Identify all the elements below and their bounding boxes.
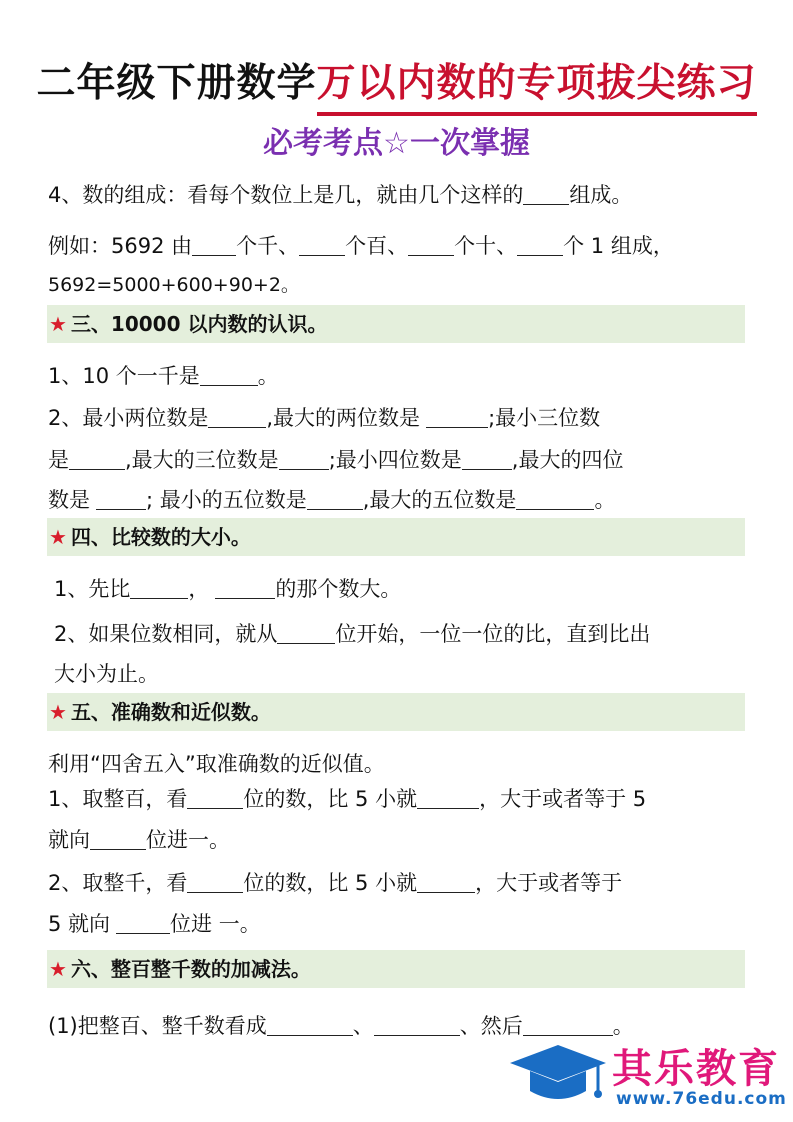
answer-blank: [517, 234, 563, 256]
section-header-6: ★ 六、整百整千数的加减法。: [47, 950, 745, 988]
answer-blank: [192, 234, 236, 256]
s5-intro: 利用“四舍五入”取准确数的近似值。: [48, 752, 385, 776]
example-formula: 5692=5000+600+90+2。: [48, 274, 300, 296]
s4-q1: 1、先比 ， 的那个数大。: [54, 577, 402, 601]
s3-q2-line2: 是 ,最大的三位数是 ;最小四位数是 ,最大的四位: [48, 448, 624, 472]
s5-q2-line1: 2、取整千，看 位的数，比 5 小就 ，大于或者等于: [48, 871, 623, 895]
answer-blank: [96, 488, 146, 510]
answer-blank: [462, 448, 512, 470]
answer-blank: [307, 488, 363, 510]
brand-url: www.76edu.com: [616, 1089, 787, 1109]
answer-blank: [277, 622, 335, 644]
section-header-5: ★ 五、准确数和近似数。: [47, 693, 745, 731]
q4-composition: 4、数的组成：看每个数位上是几，就由几个这样的 组成。: [48, 183, 633, 207]
answer-blank: [279, 448, 329, 470]
answer-blank: [90, 828, 146, 850]
answer-blank: [523, 183, 569, 205]
answer-blank: [426, 406, 488, 428]
star-icon: ★: [49, 525, 67, 549]
s5-q1-line1: 1、取整百，看 位的数，比 5 小就 ，大于或者等于 5: [48, 787, 647, 811]
answer-blank: [267, 1014, 353, 1036]
graduation-cap-icon: [508, 1041, 608, 1111]
page-subtitle: 必考考点☆一次掌握: [263, 126, 530, 161]
section-header-4: ★ 四、比较数的大小。: [47, 518, 745, 556]
section-header-3: ★ 三、10000 以内数的认识。: [47, 305, 745, 343]
s5-q1-line2: 就向 位进一。: [48, 828, 230, 852]
answer-blank: [116, 912, 170, 934]
example-line: 例如：5692 由 个千、 个百、 个十、 个 1 组成，: [48, 234, 674, 258]
answer-blank: [374, 1014, 460, 1036]
answer-blank: [215, 577, 275, 599]
star-icon: ★: [49, 957, 67, 981]
answer-blank: [200, 364, 258, 386]
s3-q2-line1: 2、最小两位数是 ,最大的两位数是 ;最小三位数: [48, 406, 601, 430]
answer-blank: [417, 871, 475, 893]
s3-q1: 1、10 个一千是 。: [48, 364, 279, 388]
title-grade: 二年级下册数学: [36, 61, 317, 106]
brand-name: 其乐教育: [612, 1046, 780, 1092]
s3-q2-line3: 数是 ; 最小的五位数是 ,最大的五位数是 。: [48, 488, 616, 512]
answer-blank: [408, 234, 454, 256]
answer-blank: [516, 488, 594, 510]
answer-blank: [523, 1014, 613, 1036]
s5-q2-line2: 5 就向 位进 一。: [48, 912, 261, 936]
answer-blank: [187, 787, 243, 809]
title-topic: 万以内数的专项拔尖练习: [317, 52, 757, 108]
page-title: [0, 52, 793, 108]
answer-blank: [130, 577, 188, 599]
answer-blank: [208, 406, 266, 428]
s4-q2-line1: 2、如果位数相同，就从 位开始，一位一位的比，直到比出: [54, 622, 651, 646]
s6-q1: (1)把整百、整千数看成 、 、然后 。: [48, 1014, 634, 1038]
brand-logo: [508, 1035, 788, 1115]
star-icon: ★: [49, 312, 67, 336]
star-icon: ★: [49, 700, 67, 724]
answer-blank: [69, 448, 125, 470]
s4-q2-line2: 大小为止。: [54, 662, 159, 686]
answer-blank: [299, 234, 345, 256]
answer-blank: [417, 787, 479, 809]
answer-blank: [187, 871, 243, 893]
